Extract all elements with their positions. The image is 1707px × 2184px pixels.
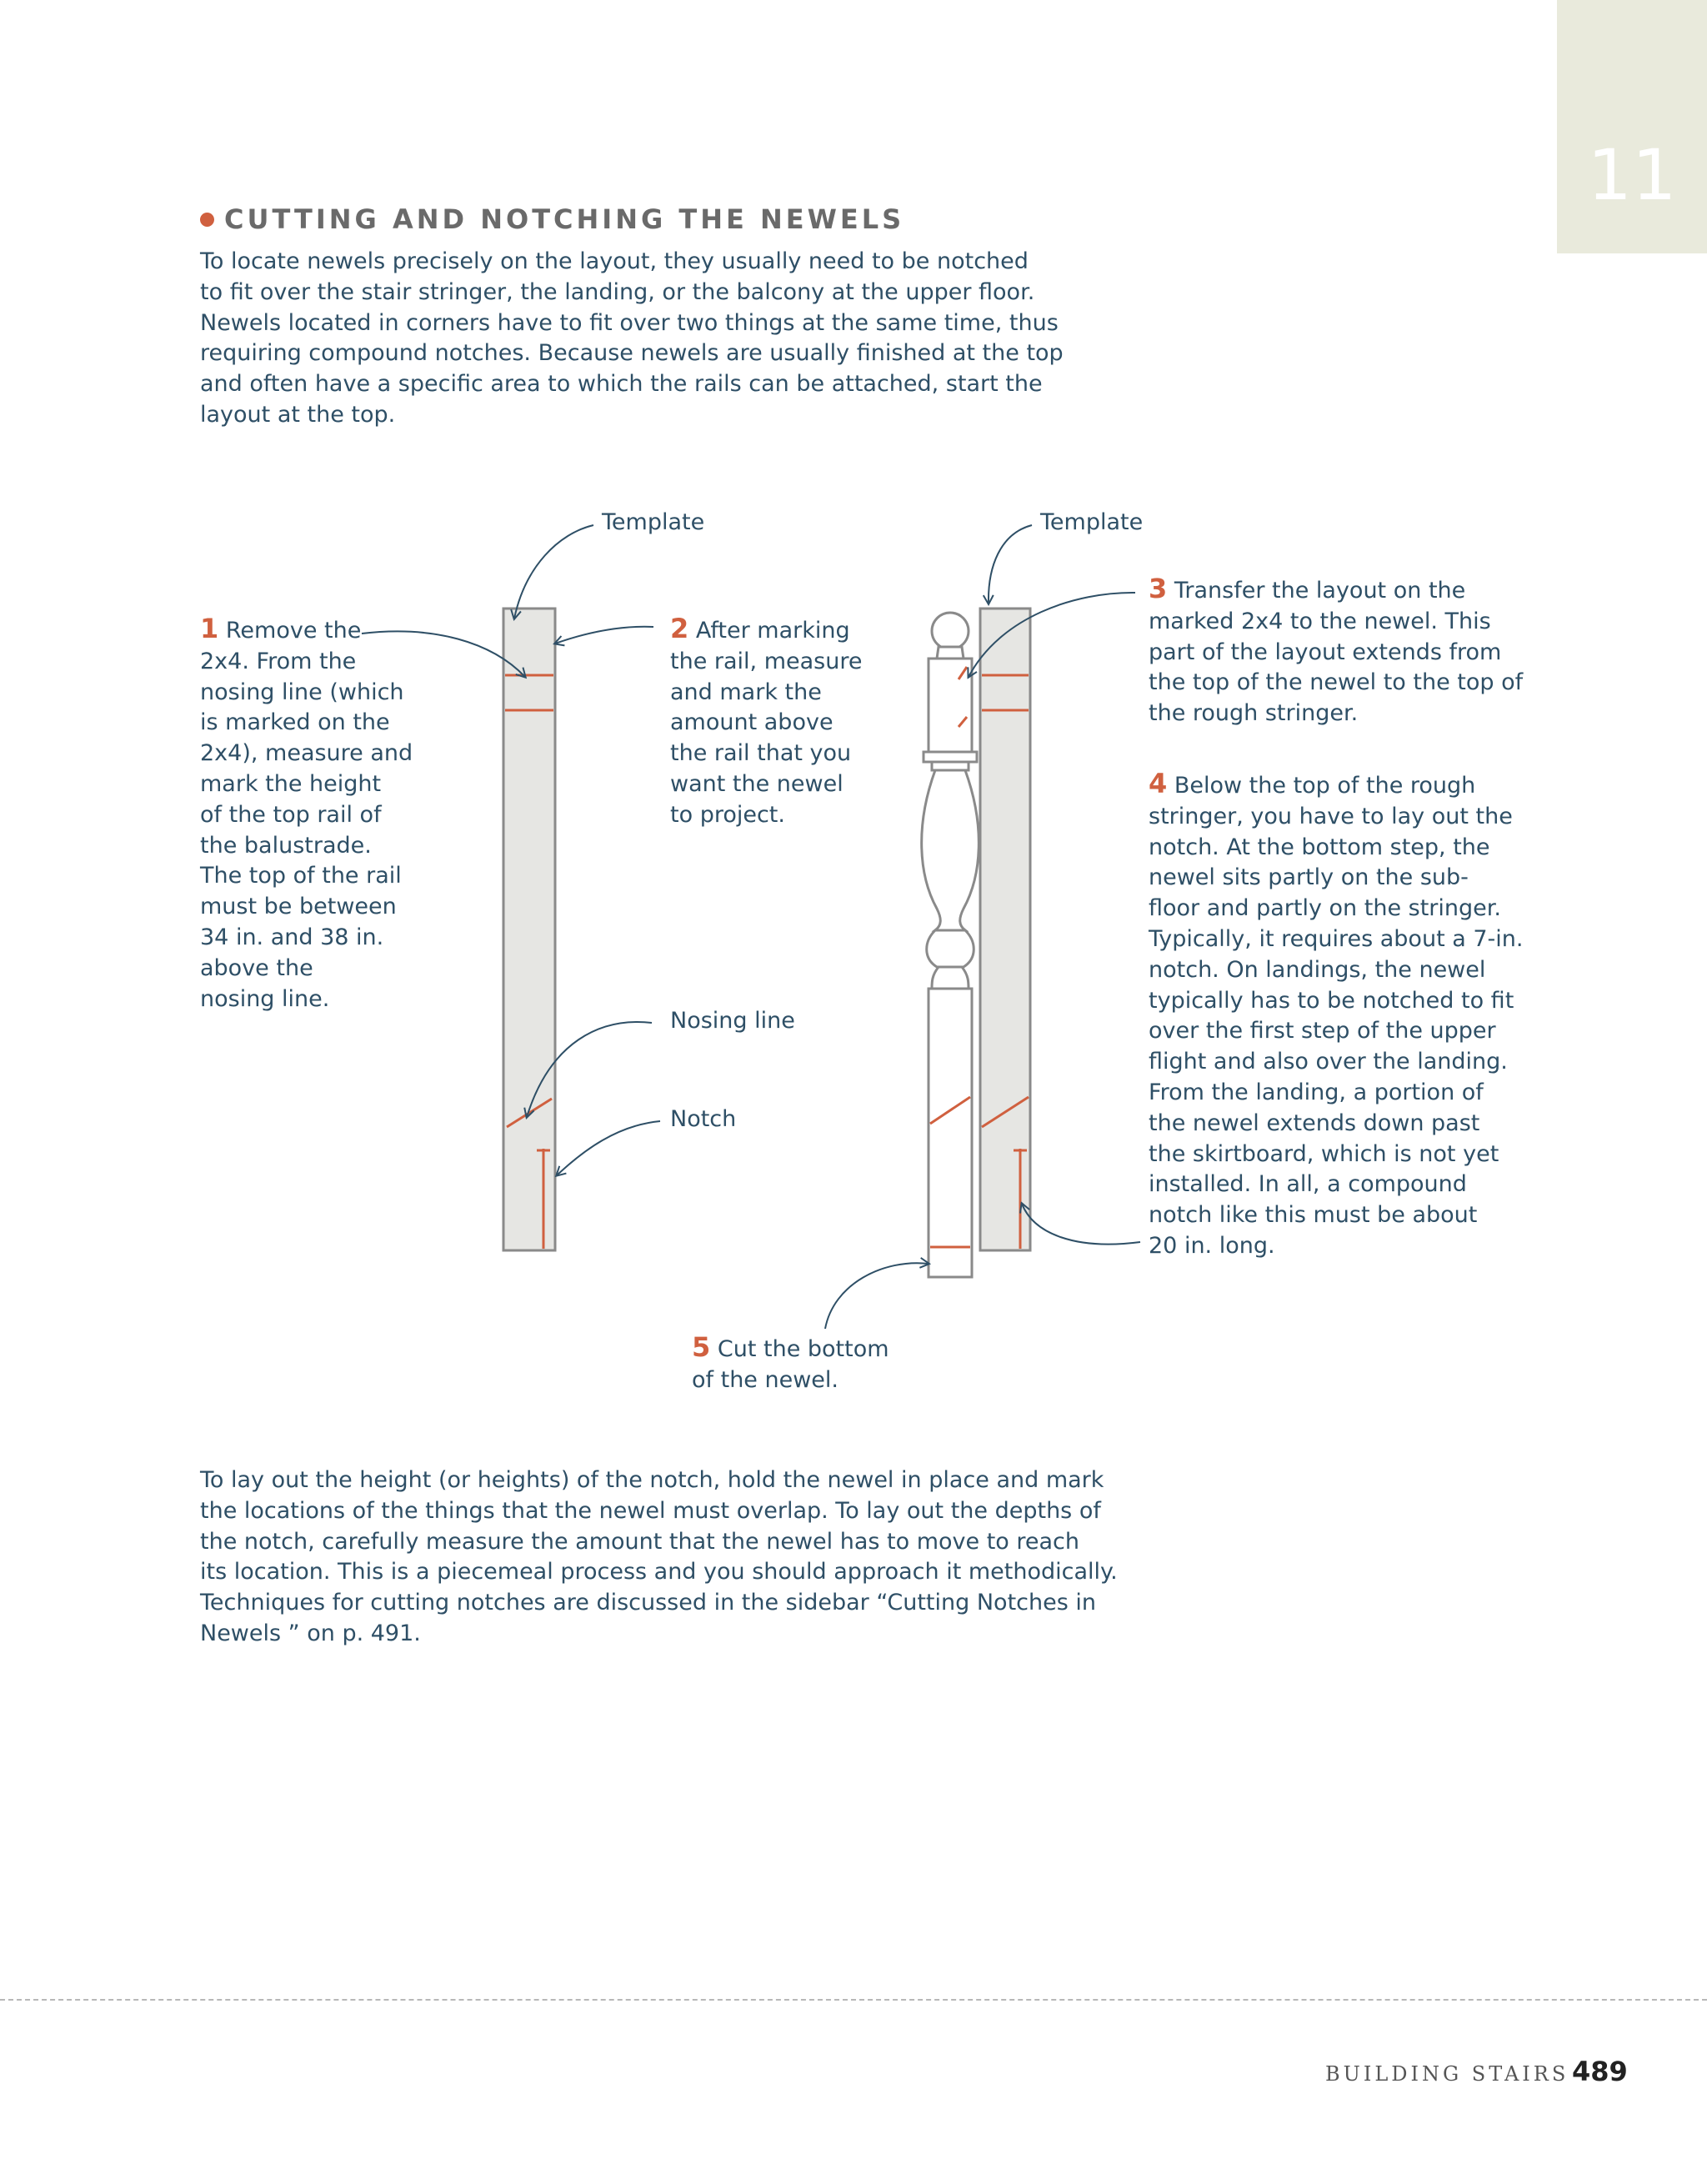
intro-line: layout at the top. bbox=[200, 401, 396, 428]
step4-line: typically has to be notched to fit bbox=[1149, 987, 1514, 1014]
intro-line: To locate newels precisely on the layout, they usually need to be notched bbox=[200, 248, 1029, 274]
intro-line: Newels located in corners have to fit over two things at the same time, thus bbox=[200, 309, 1059, 336]
step3-line: marked 2x4 to the newel. This bbox=[1149, 608, 1491, 634]
step5-line: of the newel. bbox=[692, 1366, 839, 1393]
step3-line: the top of the newel to the top of bbox=[1149, 669, 1524, 696]
step4-line: notch like this must be about bbox=[1149, 1202, 1478, 1229]
step1-line: Remove the bbox=[225, 618, 362, 644]
label-nosing-line: Nosing line bbox=[670, 1008, 795, 1034]
callout-step3 bbox=[1149, 574, 1523, 729]
step4-line: over the first step of the upper bbox=[1149, 1018, 1496, 1044]
closing-line: Newels ” on p. 491. bbox=[200, 1620, 421, 1646]
step3-line: the rough stringer. bbox=[1149, 700, 1359, 727]
step4-line: the skirtboard, which is not yet bbox=[1149, 1140, 1499, 1167]
intro-line: to fit over the stair stringer, the landing, or the balcony at the upper floor. bbox=[200, 278, 1035, 305]
step1-number: 1 bbox=[200, 613, 219, 644]
leader-template-right bbox=[989, 525, 1032, 604]
closing-line: To lay out the height (or heights) of the notch, hold the newel in place and mark bbox=[200, 1467, 1104, 1493]
step4-line: stringer, you have to lay out the bbox=[1149, 803, 1513, 829]
step1-line: nosing line. bbox=[200, 985, 330, 1012]
closing-line: the locations of the things that the newel must overlap. To lay out the depths of bbox=[200, 1497, 1101, 1524]
step3-line: part of the layout extends from bbox=[1149, 639, 1502, 665]
newel-post bbox=[922, 613, 979, 1277]
step2-line: and mark the bbox=[670, 679, 822, 705]
step1-line: nosing line (which bbox=[200, 679, 404, 705]
step4-line: From the landing, a portion of bbox=[1149, 1079, 1484, 1105]
step2-number: 2 bbox=[670, 613, 689, 644]
step1-line: the balustrade. bbox=[200, 832, 372, 859]
chapter-number: 11 bbox=[1587, 134, 1677, 216]
step1-line: mark the height bbox=[200, 770, 382, 797]
step3-line: Transfer the layout on the bbox=[1174, 578, 1466, 604]
step1-line: of the top rail of bbox=[200, 801, 382, 828]
step4-line: newel sits partly on the sub- bbox=[1149, 864, 1469, 891]
step4-number: 4 bbox=[1149, 768, 1168, 799]
step2-line: After marking bbox=[695, 618, 850, 644]
callout-step5 bbox=[692, 1332, 889, 1396]
step4-line: notch. At the bottom step, the bbox=[1149, 834, 1490, 860]
step2-line: to project. bbox=[670, 801, 785, 828]
intro-line: requiring compound notches. Because newels are usually finished at the top bbox=[200, 340, 1064, 367]
closing-line: Techniques for cutting notches are discussed in the sidebar “Cutting Notches in bbox=[200, 1590, 1096, 1616]
leader-notch bbox=[557, 1121, 660, 1175]
step1-line: 2x4. From the bbox=[200, 648, 357, 674]
step4-line: 20 in. long. bbox=[1149, 1232, 1275, 1259]
intro-line: and often have a specific area to which the rails can be attached, start the bbox=[200, 371, 1043, 398]
step2-line: want the newel bbox=[670, 770, 843, 797]
step1-line: 34 in. and 38 in. bbox=[200, 924, 384, 950]
step1-line: The top of the rail bbox=[200, 863, 402, 889]
step5-line: Cut the bottom bbox=[717, 1336, 889, 1362]
step4-line: flight and also over the landing. bbox=[1149, 1049, 1508, 1075]
label-template-right: Template bbox=[1040, 509, 1144, 535]
section-heading-text: CUTTING AND NOTCHING THE NEWELS bbox=[224, 203, 905, 235]
step4-line: notch. On landings, the newel bbox=[1149, 956, 1486, 983]
step4-line: the newel extends down past bbox=[1149, 1110, 1480, 1136]
label-notch: Notch bbox=[670, 1106, 737, 1132]
step5-number: 5 bbox=[692, 1331, 711, 1363]
leader-step4 bbox=[1022, 1204, 1140, 1245]
step1-line: is marked on the bbox=[200, 709, 390, 736]
label-template-left: Template bbox=[602, 509, 705, 535]
step1-line: must be between bbox=[200, 894, 397, 920]
callout-step1 bbox=[200, 614, 413, 1014]
callout-step4 bbox=[1149, 769, 1523, 1262]
leader-step2 bbox=[555, 627, 653, 644]
closing-line: its location. This is a piecemeal process and you should approach it methodically. bbox=[200, 1559, 1118, 1585]
page-number: 489 bbox=[1572, 2056, 1628, 2087]
leader-template-left bbox=[514, 525, 593, 619]
step2-line: the rail, measure bbox=[670, 648, 863, 674]
page-divider bbox=[0, 1999, 1707, 2001]
step2-line: the rail that you bbox=[670, 740, 852, 767]
step4-line: floor and partly on the stringer. bbox=[1149, 895, 1501, 922]
closing-paragraph bbox=[200, 1465, 1118, 1650]
callout-step2 bbox=[670, 614, 862, 831]
leader-step5 bbox=[825, 1263, 929, 1329]
step4-line: Below the top of the rough bbox=[1174, 773, 1476, 799]
step1-line: 2x4), measure and bbox=[200, 740, 413, 767]
closing-line: the notch, carefully measure the amount that the newel has to move to reach bbox=[200, 1528, 1080, 1555]
template-board-left bbox=[503, 609, 555, 1250]
step3-number: 3 bbox=[1149, 573, 1168, 604]
step4-line: installed. In all, a compound bbox=[1149, 1171, 1467, 1198]
template-board-right bbox=[980, 609, 1030, 1250]
step2-line: amount above bbox=[670, 709, 833, 736]
step1-line: above the bbox=[200, 954, 313, 981]
step4-line: Typically, it requires about a 7-in. bbox=[1149, 925, 1524, 952]
running-head: BUILDING STAIRS bbox=[1325, 2062, 1569, 2086]
